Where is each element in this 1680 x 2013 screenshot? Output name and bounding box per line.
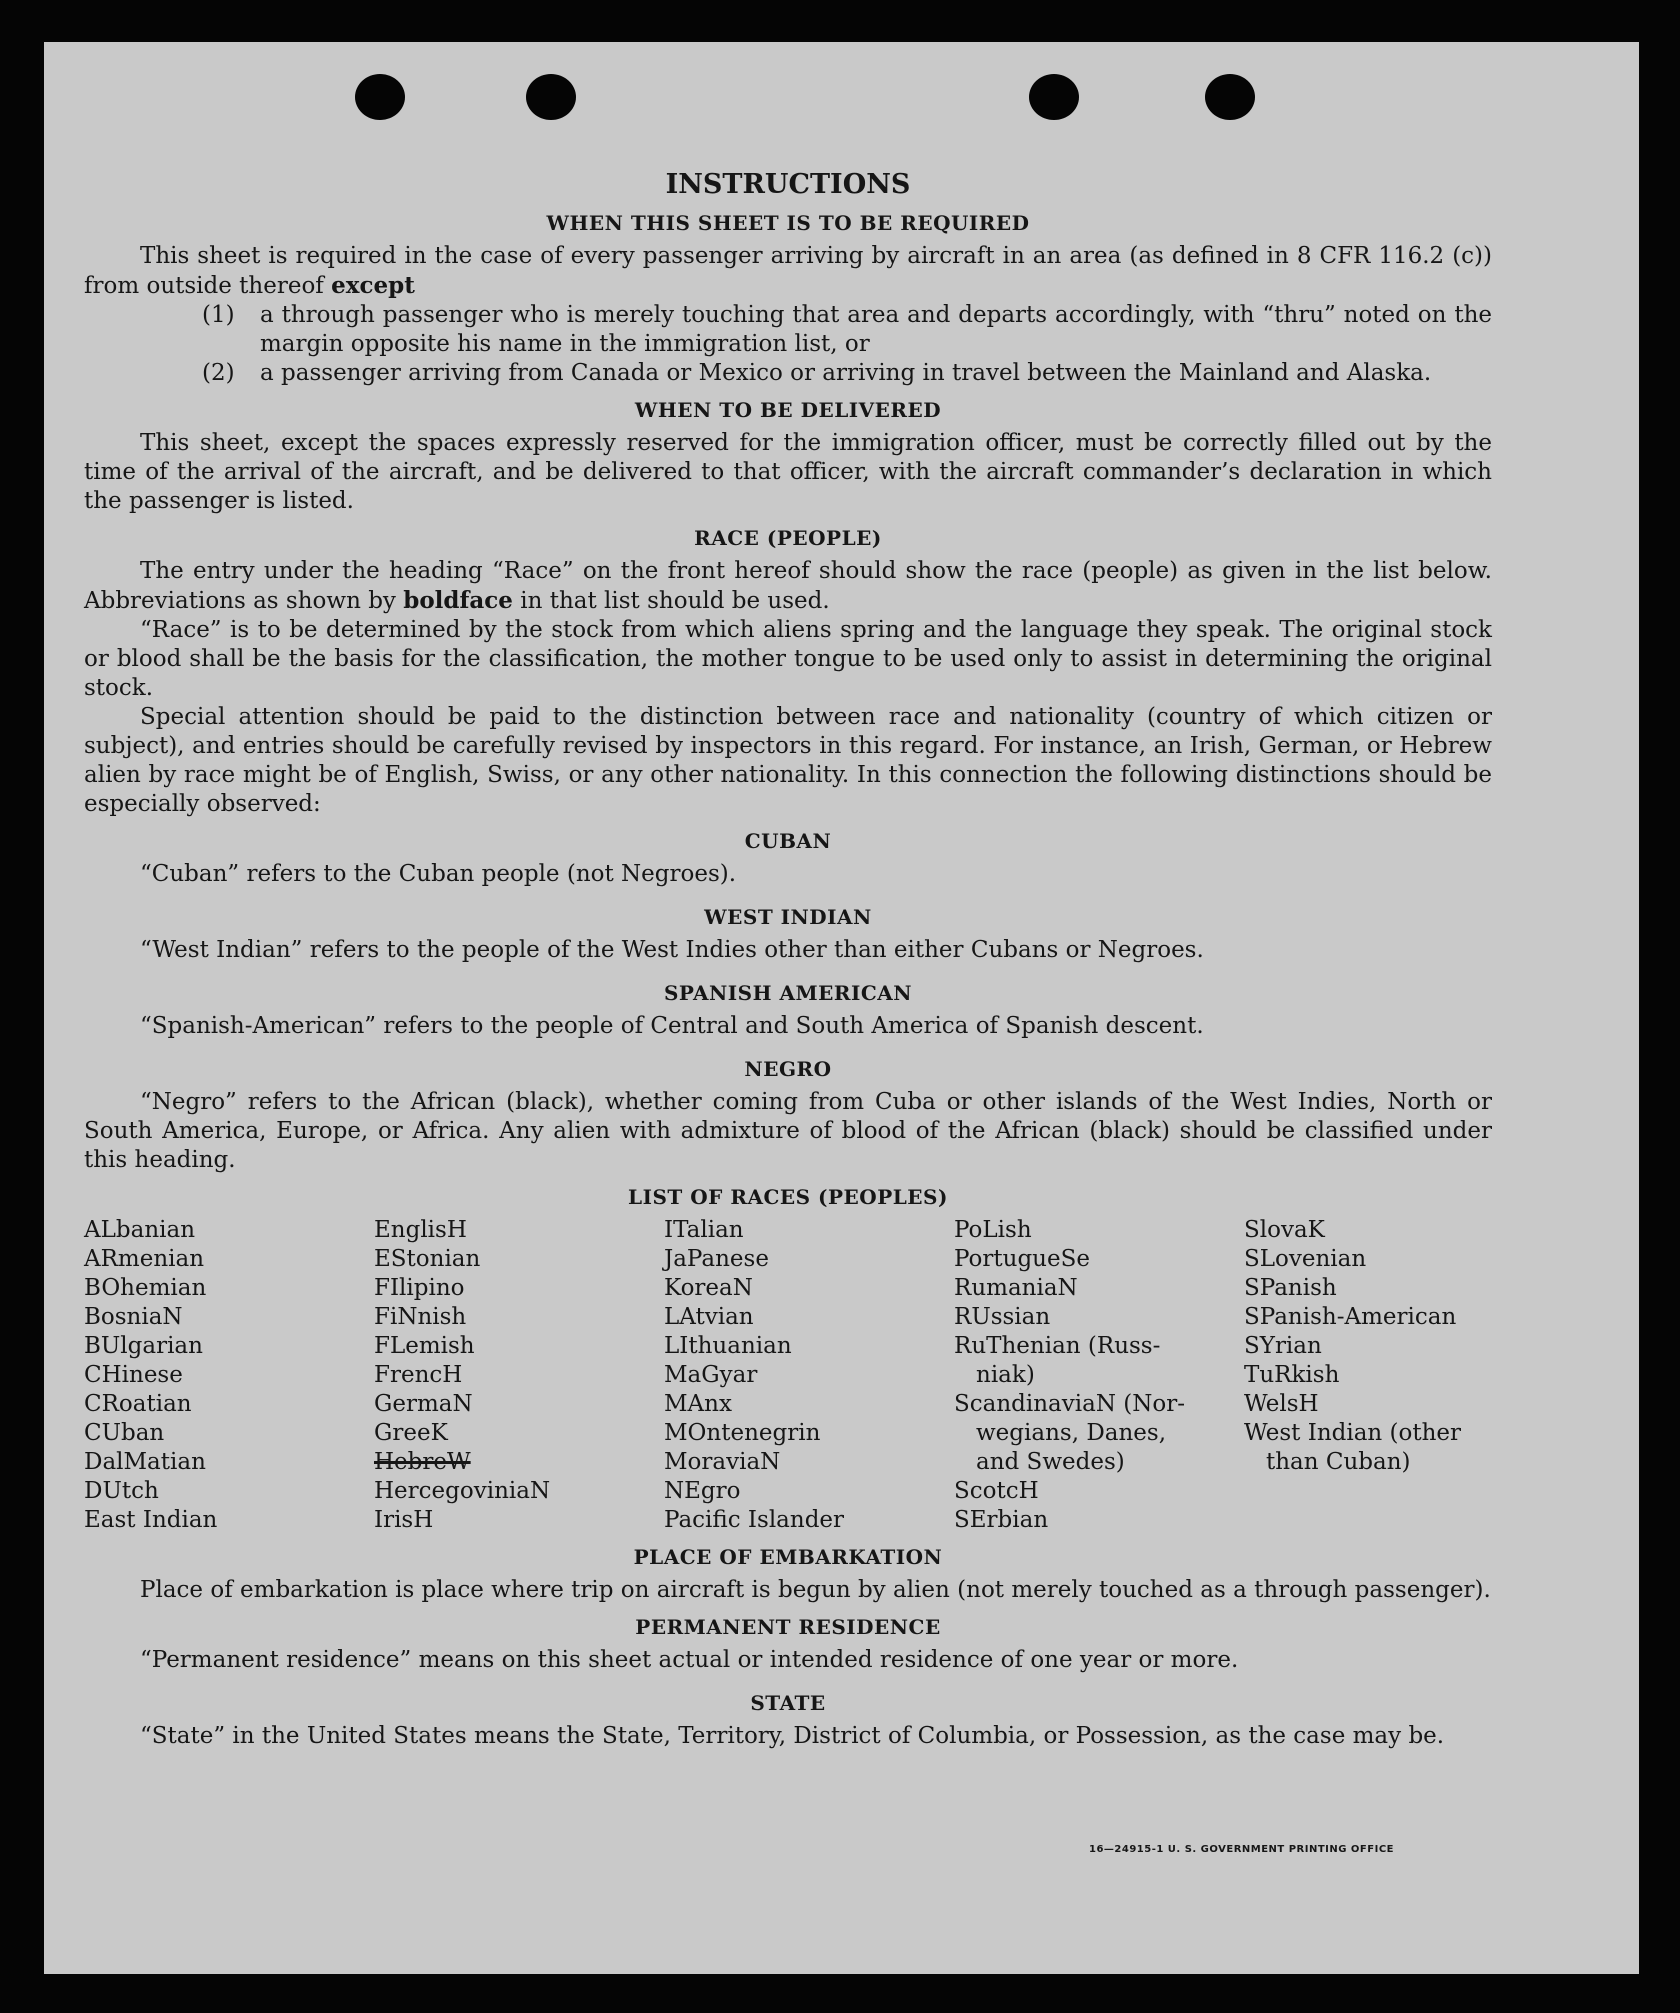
instructions-content [84, 170, 1492, 1751]
race-albanian: ALbanian [84, 1217, 196, 1243]
race-portuguese: PortugueSe [954, 1246, 1090, 1272]
race-dalmatian: DalMatian [84, 1449, 206, 1475]
race-scandinavian-cont-2: and Swedes) [976, 1449, 1125, 1475]
race-negro: NEgro [664, 1478, 741, 1504]
punch-hole-1 [355, 74, 405, 120]
heading-place-of-embarkation: PLACE OF EMBARKATION [633, 1545, 943, 1569]
race-paragraph-1: The entry under the heading “Race” on the front hereof should show the race (people) as given in the list below. Abbreviations as shown by boldface in that list should be used. [84, 558, 1492, 614]
race-welsh: WelsH [1244, 1391, 1319, 1417]
race-spanish: SPanish [1244, 1275, 1337, 1301]
state-text: “State” in the United States means the State, Territory, District of Columbia, or Possession, as the case may be. [140, 1723, 1445, 1749]
race-turkish: TuRkish [1244, 1362, 1340, 1388]
race-croatian: CRoatian [84, 1391, 192, 1417]
race-manx: MAnx [664, 1391, 732, 1417]
race-list-column-1 [84, 1216, 374, 1535]
race-estonian: EStonian [374, 1246, 481, 1272]
race-list-column-2 [374, 1216, 664, 1535]
race-scandinavian: ScandinaviaN (Nor- [954, 1391, 1185, 1417]
race-flemish: FLemish [374, 1333, 475, 1359]
race-west-indian-cont: than Cuban) [1266, 1449, 1411, 1475]
race-east-indian: East Indian [84, 1507, 218, 1533]
heading-when-required: WHEN THIS SHEET IS TO BE REQUIRED [546, 211, 1030, 235]
race-paragraph-3: Special attention should be paid to the distinction between race and nationality (country of which citizen or subject), and entries should be carefully revised by inspectors in this regard. For instance, an Irish, German, or Hebrew alien by race might be of English, Swiss, or any other nationality. In this connection the following distinctions should be especially observed: [84, 704, 1492, 817]
required-item-1: (1) a through passenger who is merely touching that area and departs accordingly, with “thru” noted on the margin opposite his name in the immigration list, or [202, 302, 1492, 357]
document-page [44, 42, 1639, 1974]
heading-permanent-residence: PERMANENT RESIDENCE [635, 1615, 941, 1639]
race-scotch: ScotcH [954, 1478, 1039, 1504]
delivered-text: This sheet, except the spaces expressly reserved for the immigration officer, must be correctly filled out by the time of the arrival of the aircraft, and be delivered to that officer, with the aircraft commander’s declaration in which the passenger is listed. [84, 430, 1492, 514]
race-ruthenian-cont: niak) [976, 1362, 1035, 1388]
race-slovenian: SLovenian [1244, 1246, 1367, 1272]
race-hebrew-struck: HebreW [374, 1449, 471, 1475]
race-scandinavian-cont-1: wegians, Danes, [976, 1420, 1167, 1446]
race-italian: ITalian [664, 1217, 744, 1243]
punch-hole-3 [1029, 74, 1079, 120]
race-japanese: JaPanese [664, 1246, 769, 1272]
cuban-text: “Cuban” refers to the Cuban people (not Negroes). [140, 861, 737, 887]
punch-hole-4 [1205, 74, 1255, 120]
race-magyar: MaGyar [664, 1362, 758, 1388]
race-russian: RUssian [954, 1304, 1051, 1330]
punch-hole-2 [526, 74, 576, 120]
race-irish: IrisH [374, 1507, 434, 1533]
race-chinese: CHinese [84, 1362, 183, 1388]
heading-west-indian: WEST INDIAN [704, 905, 872, 929]
race-spanish-american: SPanish-American [1244, 1304, 1457, 1330]
race-finnish: FiNnish [374, 1304, 467, 1330]
race-west-indian: West Indian (other [1244, 1420, 1462, 1446]
heading-negro: NEGRO [744, 1057, 832, 1081]
race-moravian: MoraviaN [664, 1449, 781, 1475]
printing-office-code: 16—24915-1 U. S. GOVERNMENT PRINTING OFFICE [1089, 1844, 1394, 1855]
heading-spanish-american: SPANISH AMERICAN [663, 981, 913, 1005]
heading-list-of-races: LIST OF RACES (PEOPLES) [628, 1185, 948, 1209]
race-list-column-4 [954, 1216, 1244, 1535]
race-dutch: DUtch [84, 1478, 159, 1504]
race-serbian: SErbian [954, 1507, 1049, 1533]
embarkation-text: Place of embarkation is place where trip on aircraft is begun by alien (not merely touched as a through passenger). [140, 1577, 1491, 1603]
race-hercegovinian: HercegoviniaN [374, 1478, 551, 1504]
race-lithuanian: LIthuanian [664, 1333, 792, 1359]
west-indian-text: “West Indian” refers to the people of the West Indies other than either Cubans or Negroes. [140, 937, 1204, 963]
race-list-column-3 [664, 1216, 954, 1535]
race-syrian: SYrian [1244, 1333, 1322, 1359]
heading-when-delivered: WHEN TO BE DELIVERED [634, 398, 942, 422]
required-item-2: (2) a passenger arriving from Canada or Mexico or arriving in travel between the Mainland and Alaska. [202, 360, 1432, 386]
race-paragraph-2: “Race” is to be determined by the stock from which aliens spring and the language they speak. The original stock or blood shall be the basis for the classification, the mother tongue to be used only to assist in determining the original stock. [84, 617, 1492, 701]
race-rumanian: RumaniaN [954, 1275, 1078, 1301]
negro-text: “Negro” refers to the African (black), whether coming from Cuba or other islands of the West Indies, North or South America, Europe, or Africa. Any alien with admixture of blood of the African (black) should be classified under this heading. [84, 1089, 1492, 1173]
race-slovak: SlovaK [1244, 1217, 1325, 1243]
race-french: FrencH [374, 1362, 463, 1388]
required-intro: This sheet is required in the case of every passenger arriving by aircraft in an area (as defined in 8 CFR 116.2 (c)) from outside thereof except [84, 243, 1492, 299]
race-latvian: LAtvian [664, 1304, 754, 1330]
race-list [84, 1216, 1492, 1535]
race-polish: PoLish [954, 1217, 1032, 1243]
race-korean: KoreaN [664, 1275, 753, 1301]
race-list-column-5 [1244, 1216, 1534, 1535]
race-bosnian: BosniaN [84, 1304, 183, 1330]
race-pacific-islander: Pacific Islander [664, 1507, 845, 1533]
race-bulgarian: BUlgarian [84, 1333, 203, 1359]
residence-text: “Permanent residence” means on this sheet actual or intended residence of one year or more. [140, 1647, 1239, 1673]
race-filipino: FIlipino [374, 1275, 465, 1301]
spanish-american-text: “Spanish-American” refers to the people of Central and South America of Spanish descent. [140, 1013, 1204, 1039]
page-title: INSTRUCTIONS [665, 169, 911, 200]
race-bohemian: BOhemian [84, 1275, 207, 1301]
race-armenian: ARmenian [84, 1246, 205, 1272]
heading-cuban: CUBAN [744, 829, 832, 853]
race-montenegrin: MOntenegrin [664, 1420, 821, 1446]
race-german: GermaN [374, 1391, 473, 1417]
race-cuban: CUban [84, 1420, 165, 1446]
race-greek: GreeK [374, 1420, 448, 1446]
race-english: EnglisH [374, 1217, 467, 1243]
heading-race: RACE (PEOPLE) [694, 526, 882, 550]
race-ruthenian: RuThenian (Russ- [954, 1333, 1161, 1359]
heading-state: STATE [750, 1691, 826, 1715]
